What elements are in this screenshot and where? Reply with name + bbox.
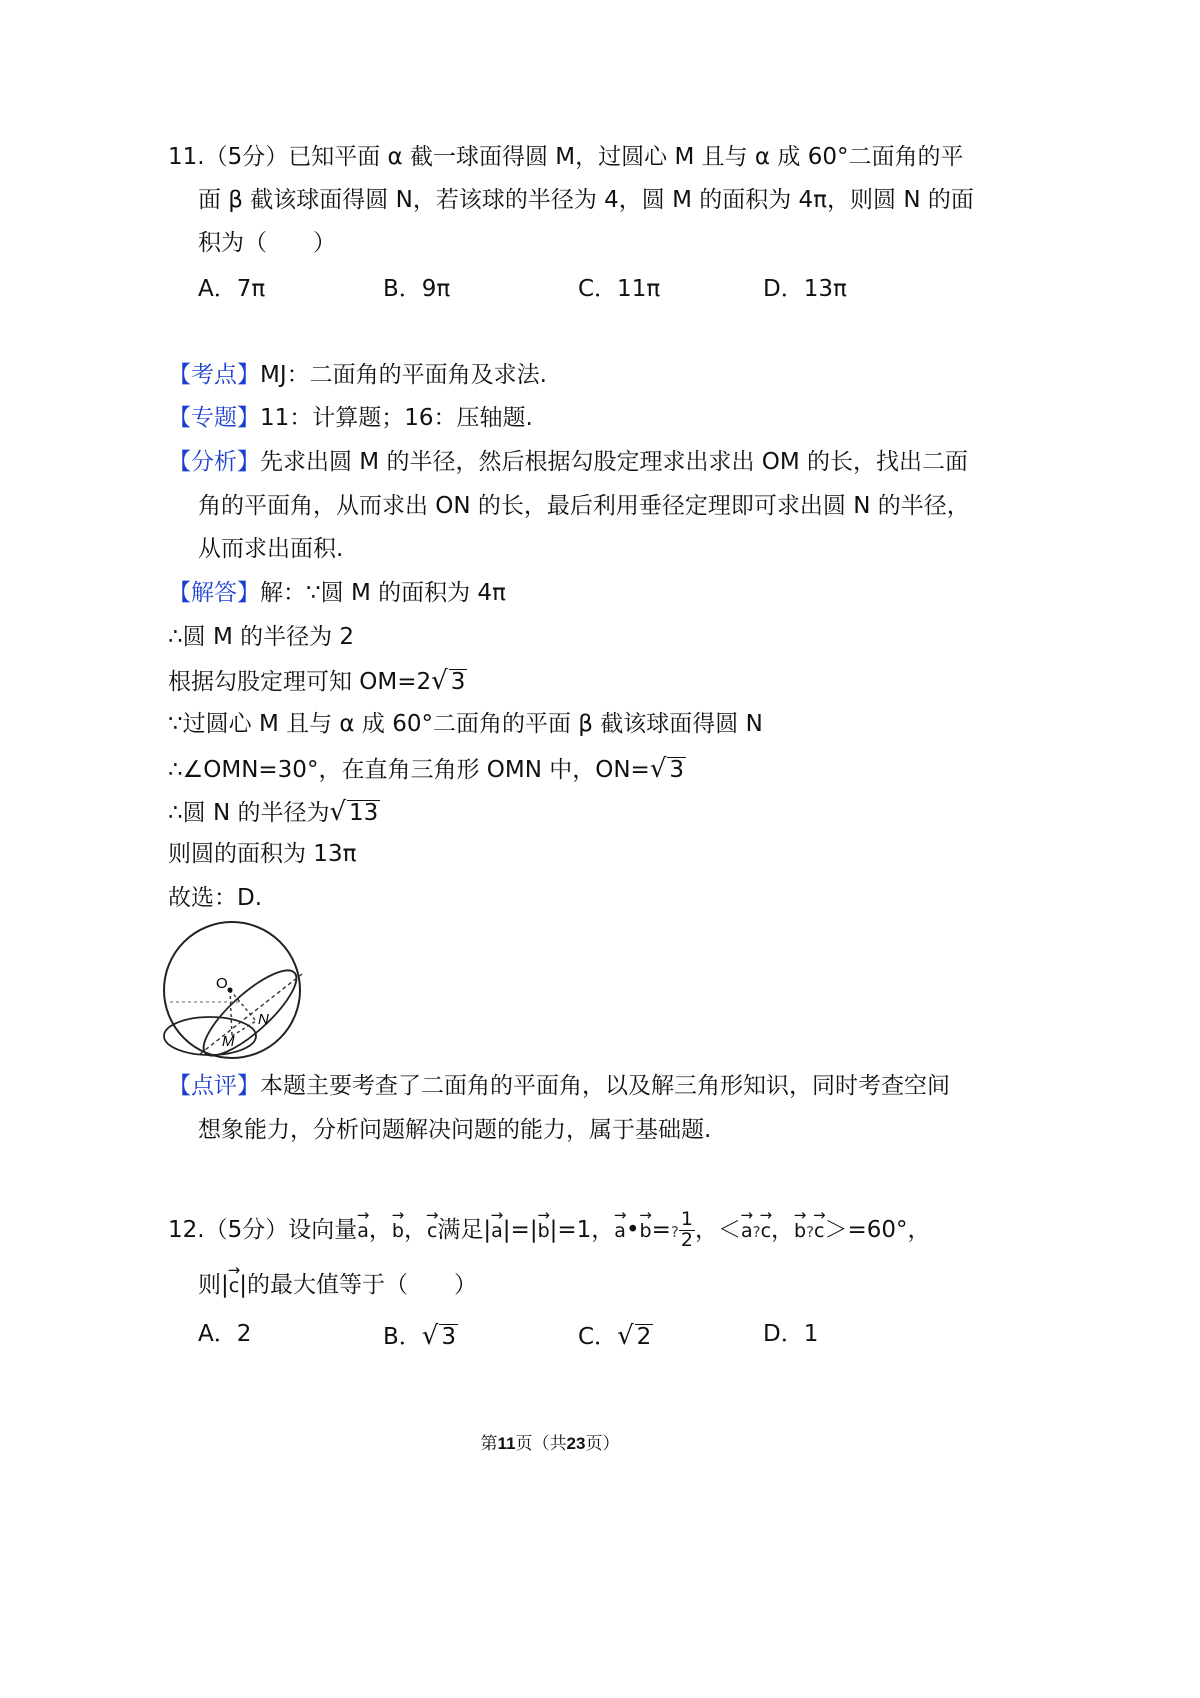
abs-bar: | [502, 1216, 511, 1243]
q12-mid1: 满足 [437, 1216, 484, 1243]
jieda-line [168, 582, 506, 605]
left-angle-bracket: ＜ [717, 1216, 741, 1243]
solution-step-3: ∵过圆心 M 且与 α 成 60°二面角的平面 β 截该球面得圆 N [168, 711, 763, 737]
step2-radicand: 3 [450, 669, 466, 695]
vector-a: → a [357, 1220, 369, 1243]
abs-bar: | [221, 1272, 229, 1298]
q11-line-3: 积为（ ） [198, 230, 336, 256]
radical-sign: √ [329, 797, 347, 827]
jieda-text: 解：∵圆 M 的面积为 4π [260, 580, 506, 606]
vector-c: → c [427, 1220, 437, 1243]
point-o [228, 988, 233, 993]
radical-sign: √ [431, 666, 448, 696]
jieda-tag: 【解答】 [168, 580, 260, 606]
vector-b: → b [794, 1220, 806, 1243]
zhuanti-tag: 【专题】 [168, 405, 260, 431]
step4-radicand: 3 [669, 757, 685, 783]
q11-option-a: A．7π [198, 276, 266, 302]
label-n: N [258, 1011, 269, 1028]
q12-option-c-radicand: 2 [636, 1324, 652, 1350]
equals: = [510, 1216, 530, 1243]
abs-bar: | [529, 1216, 538, 1243]
missing-glyph: ? [670, 1222, 679, 1241]
footer-total-pages: 23 [566, 1434, 586, 1453]
footer-mid: 页（共 [515, 1434, 567, 1454]
circle-m [164, 1017, 256, 1055]
q11-option-d: D．13π [763, 276, 847, 302]
solution-step-1: ∴圆 M 的半径为 2 [168, 624, 355, 650]
abs-bar: | [483, 1216, 492, 1243]
footer-pre: 第 [480, 1434, 498, 1454]
label-m: M [222, 1033, 235, 1050]
sep: ， [403, 1216, 427, 1243]
vector-c: → c [761, 1220, 771, 1243]
fenxi-tag: 【分析】 [168, 449, 260, 475]
abs-bar: | [549, 1216, 558, 1243]
q12-option-b-label: B． [383, 1324, 422, 1350]
step5-text: ∴圆 N 的半径为 [168, 800, 330, 826]
fraction-denominator: 2 [680, 1228, 693, 1251]
equals-sixty: =60°， [847, 1216, 931, 1243]
dianping-tag: 【点评】 [168, 1073, 260, 1099]
fenxi-line-2: 角的平面角，从而求出 ON 的长，最后利用垂径定理即可求出圆 N 的半径， [198, 493, 970, 519]
fenxi-line-1 [168, 451, 968, 474]
sep: ， [694, 1216, 718, 1243]
solution-step-6: 则圆的面积为 13π [168, 841, 357, 867]
vector-c: → c [814, 1220, 824, 1243]
q11-option-c: C．11π [578, 276, 661, 302]
vector-b: → b [392, 1220, 404, 1243]
kaodian-line [168, 364, 547, 387]
vector-b: → b [640, 1220, 652, 1243]
missing-glyph: ? [806, 1222, 815, 1241]
right-angle-bracket: ＞ [824, 1216, 848, 1243]
step2-coefficient: 2 [416, 669, 432, 695]
segment-om [230, 990, 232, 1036]
q12-line-1 [168, 1210, 931, 1251]
sphere-figure [160, 918, 310, 1064]
circle-n [193, 959, 308, 1064]
sep: ， [368, 1216, 392, 1243]
dot-operator: • [625, 1216, 640, 1243]
q12-line-2 [198, 1272, 477, 1300]
fraction-one-half [679, 1210, 695, 1251]
missing-glyph: ? [752, 1222, 761, 1241]
q12-option-a: A．2 [198, 1321, 252, 1347]
step4-text: ∴∠OMN=30°，在直角三角形 OMN 中，ON= [168, 757, 650, 783]
q12-prefix: 12.（5分）设向量 [168, 1216, 358, 1243]
zhuanti-line [168, 407, 533, 430]
footer-page-number: 11 [497, 1434, 516, 1453]
radical-sign: √ [617, 1321, 634, 1351]
q12-option-d: D．1 [763, 1321, 819, 1347]
dianping-line-1 [168, 1075, 950, 1098]
dianping-line-2: 想象能力，分析问题解决问题的能力，属于基础题. [198, 1117, 712, 1143]
q12-option-b [383, 1323, 458, 1349]
abs-bar: | [239, 1272, 247, 1298]
step5-radicand: 13 [349, 800, 379, 826]
q12-option-c-label: C． [578, 1324, 618, 1350]
kaodian-text: MJ：二面角的平面角及求法. [260, 362, 547, 388]
solution-step-7: 故选：D. [168, 885, 263, 911]
q12-line2-suffix: 的最大值等于（ ） [246, 1272, 477, 1298]
q12-line2-prefix: 则 [198, 1272, 221, 1298]
q11-line-1: 11.（5分）已知平面 α 截一球面得圆 M，过圆心 M 且与 α 成 60°二面角的平 [168, 144, 964, 170]
q11-option-b: B．9π [383, 276, 451, 302]
vector-a: → a [741, 1220, 753, 1243]
fenxi-line-3: 从而求出面积. [198, 536, 344, 562]
equals-one: =1， [557, 1216, 615, 1243]
fraction-numerator: 1 [680, 1208, 693, 1230]
vector-a: → a [614, 1220, 626, 1243]
vector-b: → b [538, 1220, 550, 1243]
fenxi-text-1: 先求出圆 M 的半径，然后根据勾股定理求出求出 OM 的长，找出二面 [260, 449, 969, 475]
vector-c: → c [229, 1275, 239, 1298]
solution-step-4 [168, 756, 686, 782]
kaodian-tag: 【考点】 [168, 362, 260, 388]
vector-a: → a [491, 1220, 503, 1243]
radical-sign: √ [421, 1321, 439, 1351]
zhuanti-text: 11：计算题；16：压轴题. [260, 405, 533, 431]
equals: = [651, 1216, 671, 1243]
solution-step-2 [168, 668, 467, 694]
q11-line-2: 面 β 截该球面得圆 N，若该球的半径为 4，圆 M 的面积为 4π，则圆 N 的面 [198, 187, 974, 213]
step2-text: 根据勾股定理可知 OM= [168, 669, 417, 695]
q12-option-b-radicand: 3 [441, 1324, 456, 1350]
label-o: O [216, 975, 228, 992]
sep: ， [771, 1216, 795, 1243]
dianping-text-1: 本题主要考查了二面角的平面角，以及解三角形知识，同时考查空间 [260, 1073, 950, 1099]
radical-sign: √ [649, 754, 667, 784]
footer-post: 页） [585, 1434, 620, 1454]
solution-step-5 [168, 799, 380, 825]
page-footer [0, 1435, 1100, 1453]
q12-option-c [578, 1323, 653, 1349]
